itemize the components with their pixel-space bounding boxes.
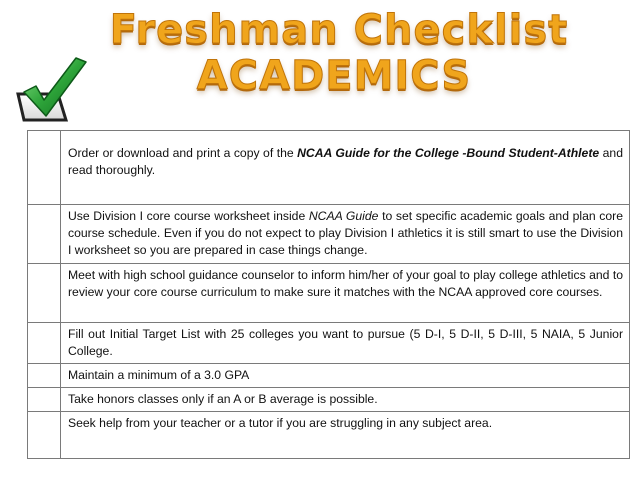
checkbox-cell[interactable] xyxy=(28,364,61,388)
checklist-row xyxy=(28,323,630,364)
checklist-item-text xyxy=(61,412,630,459)
item-text-part: Maintain a minimum of a 3.0 GPA xyxy=(68,368,250,382)
checkbox-cell[interactable] xyxy=(28,264,61,323)
item-text-part: Fill out Initial Target List with 25 colleges you want to pursue (5 D-I, 5 D-II, 5 D-III, 5 NAIA, 5 Junior College. xyxy=(68,327,623,358)
checklist-table xyxy=(27,130,630,459)
checklist-item-text xyxy=(61,205,630,264)
checkbox-cell[interactable] xyxy=(28,412,61,459)
checkbox-cell[interactable] xyxy=(28,131,61,205)
title-block xyxy=(0,7,638,99)
checklist-row xyxy=(28,364,630,388)
checklist-item-text xyxy=(61,264,630,323)
checklist-row xyxy=(28,388,630,412)
checkbox-cell[interactable] xyxy=(28,388,61,412)
item-text-part: NCAA Guide for the College -Bound Student-Athlete xyxy=(297,146,600,160)
checklist-row xyxy=(28,412,630,459)
checklist-row xyxy=(28,131,630,205)
checklist-item-text xyxy=(61,323,630,364)
checklist-row xyxy=(28,264,630,323)
item-text-part: NCAA Guide xyxy=(308,209,379,223)
item-text-part: Order or download and print a copy of the xyxy=(68,146,298,160)
checkbox-cell[interactable] xyxy=(28,205,61,264)
checkbox-cell[interactable] xyxy=(28,323,61,364)
title-line-2: ACADEMICS xyxy=(196,53,472,99)
item-text-part: to set specific academic goals and plan core course schedule. Even if you do not expect to play Division I athletics it is still smart to use the Division I worksheet so you are prepared in case things change. xyxy=(68,209,623,257)
checklist-item-text xyxy=(61,364,630,388)
checklist-item-text xyxy=(61,388,630,412)
item-text-part: Use Division I core course worksheet inside xyxy=(68,209,309,223)
item-text-part: Take honors classes only if an A or B average is possible. xyxy=(68,392,378,406)
checklist-row xyxy=(28,205,630,264)
title-line-1: Freshman Checklist xyxy=(109,7,569,53)
checklist-item-text xyxy=(61,131,630,205)
item-text-part: Meet with high school guidance counselor to inform him/her of your goal to play college athletics and to review your core course curriculum to make sure it matches with the NCAA approved core courses. xyxy=(68,268,623,299)
item-text-part: and read thoroughly. xyxy=(68,146,623,177)
item-text-part: Seek help from your teacher or a tutor if you are struggling in any subject area. xyxy=(68,416,493,430)
